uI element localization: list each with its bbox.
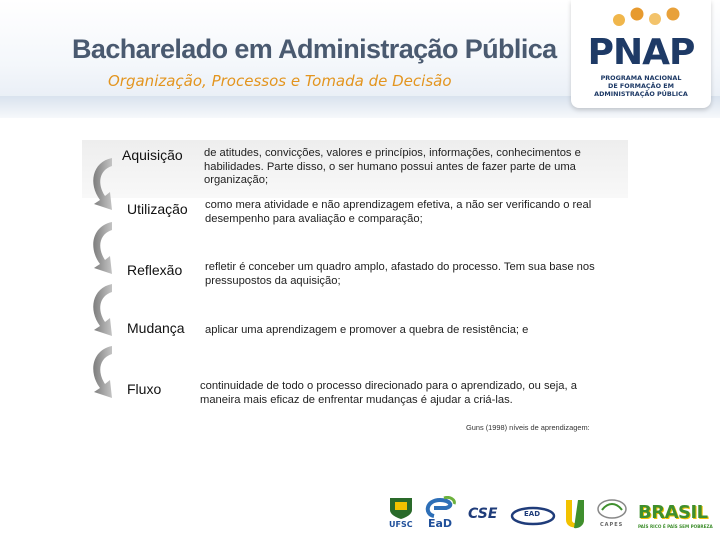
ead-logo bbox=[424, 496, 458, 532]
pnap-tagline-line: ADMINISTRAÇÃO PÚBLICA bbox=[594, 90, 688, 98]
curved-arrow-icon bbox=[93, 158, 112, 210]
slide-header bbox=[0, 0, 720, 118]
level-description-mudanca: aplicar uma aprendizagem e promover a quebra de resistência; e bbox=[205, 324, 529, 336]
pnap-tagline-line: PROGRAMA NACIONAL bbox=[600, 74, 682, 82]
pnap-logo-tagline bbox=[593, 74, 689, 98]
partner-logos bbox=[380, 496, 716, 532]
level-name-mudanca: Mudança bbox=[127, 320, 185, 336]
page-title: Bacharelado em Administração Pública bbox=[72, 34, 557, 64]
uab-letter-icon bbox=[562, 496, 588, 532]
curved-arrow-icon bbox=[93, 222, 112, 274]
level-description-reflexao: refletir é conceber um quadro amplo, afastado do processo. Tem sua base nos pressupostos da aquisição; bbox=[205, 261, 595, 287]
ufsc-label: UFSC bbox=[389, 520, 413, 529]
ufsc-logo bbox=[386, 496, 416, 532]
capes-label: CAPES bbox=[600, 522, 624, 528]
ead-swoosh-label: EAD bbox=[524, 510, 541, 518]
level-name-aquisicao: Aquisição bbox=[122, 147, 183, 163]
ead-swoosh-logo bbox=[510, 496, 556, 532]
ead-e-icon bbox=[424, 496, 458, 518]
pnap-tagline-line: DE FORMAÇÃO EM bbox=[608, 82, 674, 90]
capes-logo bbox=[594, 496, 630, 532]
pnap-logo bbox=[571, 0, 711, 108]
cycle-arrows bbox=[82, 140, 122, 408]
page-subtitle: Organização, Processos e Tomada de Decisão bbox=[108, 72, 452, 90]
ufsc-crest-icon bbox=[386, 496, 416, 520]
capes-emblem-icon bbox=[594, 496, 630, 522]
curved-arrow-icon bbox=[93, 346, 112, 398]
figure-caption: Guns (1998) níveis de aprendizagem: bbox=[466, 423, 590, 432]
level-description-utilizacao: como mera atividade e não aprendizagem efetiva, a não ser verificando o real desempenho para avaliação e comparação; bbox=[205, 199, 592, 225]
brasil-label: BRASIL bbox=[638, 502, 708, 523]
brasil-tagline: PAÍS RICO É PAÍS SEM POBREZA bbox=[638, 524, 713, 529]
brasil-logo bbox=[638, 496, 714, 532]
ead-label: EaD bbox=[428, 517, 453, 530]
uab-logo bbox=[562, 496, 588, 532]
level-name-reflexao: Reflexão bbox=[127, 262, 183, 278]
learning-levels-figure bbox=[82, 140, 628, 408]
level-name-fluxo: Fluxo bbox=[127, 381, 162, 397]
level-description-aquisicao: de atitudes, convicções, valores e princípios, informações, conhecimentos e habilidades. Parte disso, o ser humano possui antes de fazer parte de uma organização; bbox=[204, 147, 581, 186]
cse-label: CSE bbox=[468, 506, 498, 522]
cse-logo bbox=[466, 496, 506, 532]
level-description-fluxo: continuidade de todo o processo direcionado para o aprendizado, ou seja, a maneira mais eficaz de enfrentar mudanças é ajudar a criá-las. bbox=[200, 380, 577, 406]
curved-arrow-icon bbox=[93, 284, 112, 336]
pnap-logo-word: PNAP bbox=[587, 32, 695, 73]
level-name-utilizacao: Utilização bbox=[127, 201, 188, 217]
